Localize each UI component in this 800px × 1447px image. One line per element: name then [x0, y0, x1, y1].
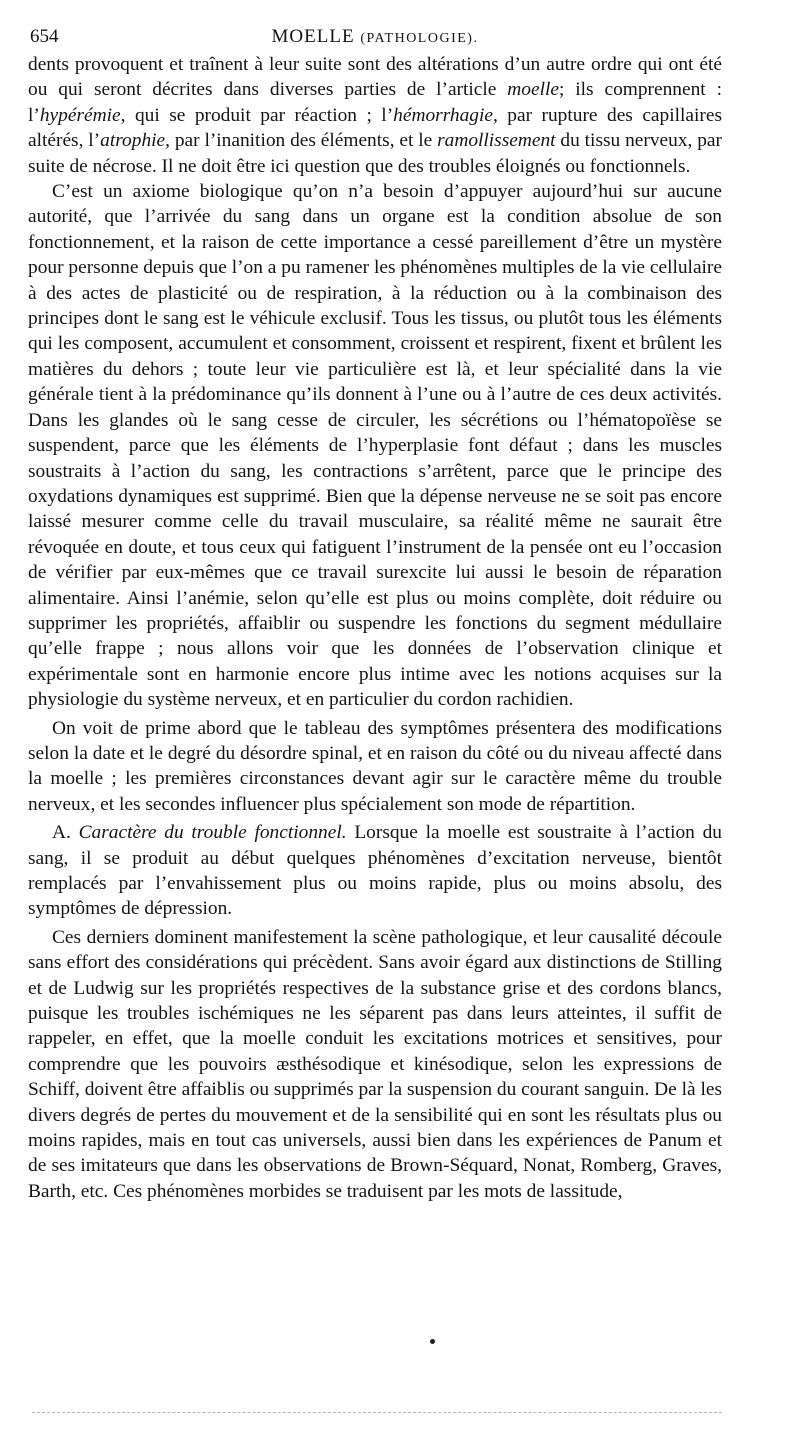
paragraph-axiome	[28, 179, 722, 713]
page-dot-mark	[430, 1339, 435, 1344]
paragraph-continuation	[28, 52, 722, 179]
text-run: , qui se produit par réaction ; l’	[120, 104, 394, 126]
text-run: dents provoquent et traînent à leur suite sont des altérations d’un autre ordre qui ont été ou qui seront décrites dans diverses parties de l’article	[28, 54, 722, 101]
paragraph-tableau-symptomes	[28, 716, 722, 818]
italic-term: Caractère du trouble fonctionnel.	[78, 822, 347, 844]
body-text	[28, 52, 722, 1204]
text-run: du tissu nerveux, par suite de nécrose. Il ne doit être ici question que des troubles éloignés ou fonctionnels.	[28, 130, 722, 177]
running-title-main: MOELLE	[271, 26, 355, 47]
italic-term: atrophie	[100, 130, 166, 152]
text-run: C’est un axiome biologique qu’on n’a besoin d’appuyer aujourd’hui sur aucune autorité, que l’arrivée du sang dans un organe est la condition absolue de son fonctionnement, et la raison de cette importance a cessé pareillement d’être un mystère pour personne depuis que l’on a pu ramener les phénomènes multiples de la vie cellulaire à des actes de plasticité ou de respiration, à la réduction ou à la combinaison des principes dont le sang est le véhicule exclusif. Tous les tissus, ou plutôt tous les éléments qui les composent, accumulent et consomment, croissent et respirent, fixent et brûlent les matières du dehors ; toute leur vie particulière est là, et leur spécialité dans la vie générale tient à la prédominance qu’ils donnent à l’une ou à l’autre de ces deux activités. Dans les glandes où le sang cesse de circuler, les sécrétions ou l’hématopoïèse se suspendent, parce que les éléments de l’hyperplasie font défaut ; dans les muscles soustraits à l’action du sang, les contractions s’arrêtent, parce que le principe des oxydations dynamiques est supprimé. Bien que la dépense nerveuse ne se soit pas encore laissé mesurer comme celle du travail musculaire, sa réalité même ne saurait être révoquée en doute, et tous ceux qui fatiguent l’instrument de la pensée ont eu l’occasion de vérifier par eux-mêmes que ce travail surexcite lui aussi le besoin de réparation alimentaire. Ainsi l’anémie, selon qu’elle est plus ou moins complète, doit réduire ou supprimer les propriétés, affaiblir ou suspendre les fonctions du segment médullaire qu’elle frappe ; nous allons voir que les données de l’observation clinique et expérimentale sont en harmonie encore plus intime avec les notions acquises sur la physiologie du système nerveux, et en particulier du cordon rachidien.	[28, 181, 722, 711]
text-run: On voit de prime abord que le tableau des symptômes présentera des modifications selon la date et le degré du désordre spinal, et en raison du côté ou du niveau affecté dans la moelle ; les premières circonstances devant agir sur le caractère même du trouble nerveux, et les secondes influencer plus spécialement son mode de répartition.	[28, 717, 722, 815]
italic-term: moelle	[507, 79, 559, 101]
italic-term: ramollissement	[437, 130, 556, 152]
running-title-sub: (PATHOLOGIE).	[360, 31, 479, 46]
text-run: ; ils comprennent : l’	[28, 79, 722, 126]
text-run: , par rupture des capillaires altérés, l’	[28, 104, 722, 152]
bottom-faint-rule	[32, 1412, 722, 1413]
italic-term: hypérémie	[39, 104, 121, 126]
text-run: , par l’inanition des éléments, et le	[165, 130, 438, 152]
paragraph-phenomenes-depression	[28, 925, 722, 1204]
page-number: 654	[30, 26, 59, 47]
text-run: Lorsque la moelle est soustraite à l’action du sang, il se produit au début quelques phénomènes d’excitation nerveuse, bientôt remplacés par l’envahissement plus ou moins rapide, plus ou moins absolu, des symptômes de dépression.	[28, 822, 722, 920]
running-title	[28, 26, 722, 48]
text-run: Ces derniers dominent manifestement la scène pathologique, et leur causalité découle sans effort des considérations qui précèdent. Sans avoir égard aux distinctions de Stilling et de Ludwig sur les propriétés respectives de la substance grise et des cordons blancs, puisque les troubles ischémiques ne les séparent pas dans leurs atteintes, il suffit de rappeler, en effet, que la moelle conduit les excitations motrices et sensitives, pour comprendre que les pouvoirs æsthésodique et kinésodique, selon les expressions de Schiff, doivent être affaiblis ou supprimés par la suspension du courant sanguin. De là les divers degrés de pertes du mouvement et de la sensibilité qui en sont les résultats plus ou moins rapides, mais en tout cas universels, aussi bien dans les expériences de Panum et de ses imitateurs que dans les observations de Brown-Séquard, Nonat, Romberg, Graves, Barth, etc. Ces phénomènes morbides se traduisent par les mots de lassitude,	[28, 926, 722, 1202]
document-page	[28, 22, 722, 1204]
italic-term: hémorrhagie	[393, 104, 493, 126]
running-header	[28, 22, 722, 52]
paragraph-caractere-trouble	[28, 820, 722, 922]
text-run: A.	[52, 822, 79, 844]
